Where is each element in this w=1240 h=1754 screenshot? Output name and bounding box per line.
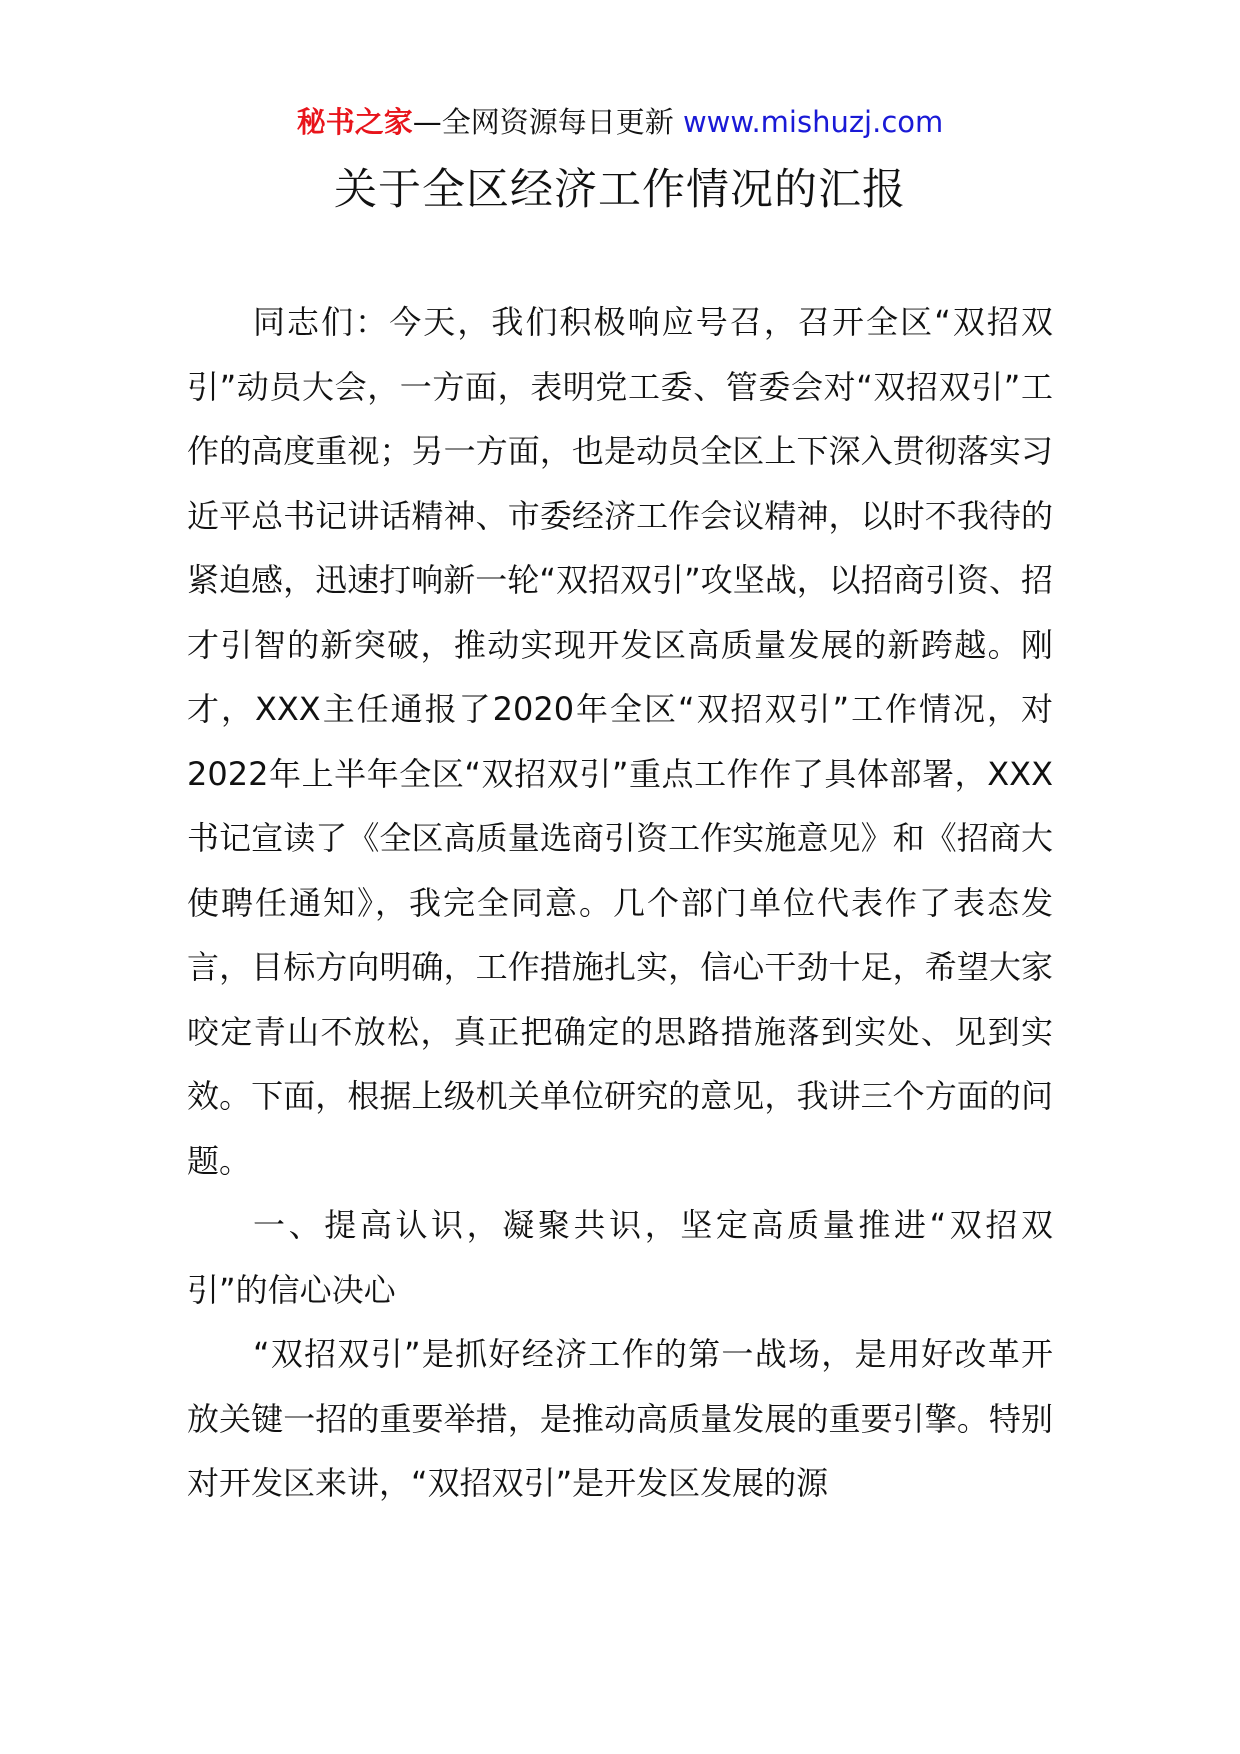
document-title: 关于全区经济工作情况的汇报 [334,165,906,215]
paragraph-section-1: “双招双引”是抓好经济工作的第一战场，是用好改革开放关键一招的重要举措，是推动高质量发展的重要引擎。特别对开发区来讲，“双招双引”是开发区发展的源 [187,1335,1053,1502]
section-heading-1: 一、提高认识，凝聚共识，坚定高质量推进“双招双引”的信心决心 [187,1206,1053,1309]
brand-name: 秘书之家 [296,105,413,139]
watermark-banner [0,102,1240,142]
paragraph-intro: 同志们：今天，我们积极响应号召，召开全区“双招双引”动员大会，一方面，表明党工委、管委会对“双招双引”工作的高度重视；另一方面，也是动员全区上下深入贯彻落实习近平总书记讲话精神、市委经济工作会议精神，以时不我待的紧迫感，迅速打响新一轮“双招双引”攻坚战，以招商引资、招才引智的新突破，推动实现开发区高质量发展的新跨越。刚才，XXX主任通报了2020年全区“双招双引”工作情况，对2022年上半年全区“双招双引”重点工作作了具体部署，XXX书记宣读了《全区高质量选商引资工作实施意见》和《招商大使聘任通知》，我完全同意。几个部门单位代表作了表态发言，目标方向明确，工作措施扎实，信心干劲十足，希望大家咬定青山不放松，真正把确定的思路措施落到实处、见到实效。下面，根据上级机关单位研究的意见，我讲三个方面的问题。 [187,303,1053,1180]
banner-tagline: —全网资源每日更新 [412,105,674,139]
banner-url: www.mishuzj.com [682,105,944,139]
document-body [187,290,1053,1516]
